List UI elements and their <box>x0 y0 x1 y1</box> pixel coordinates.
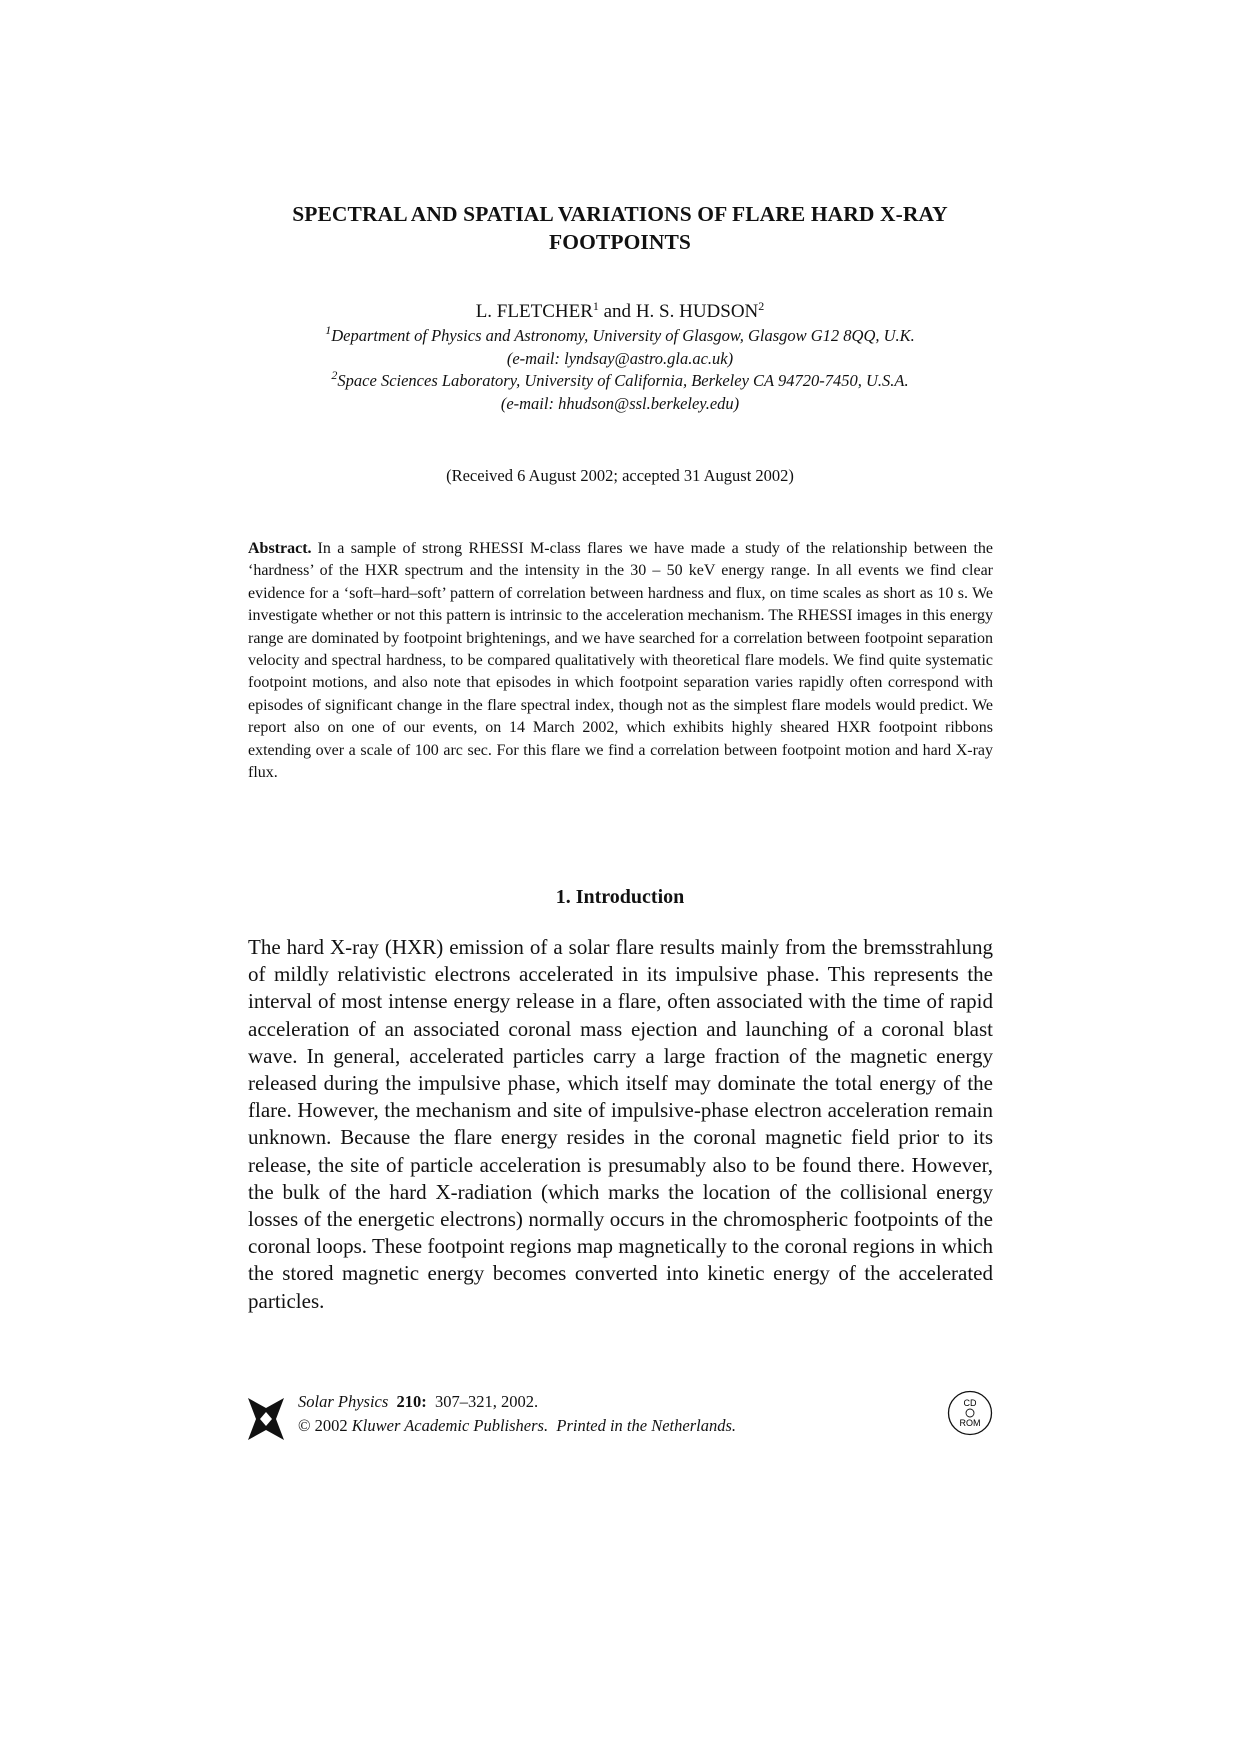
citation-line <box>298 1390 736 1414</box>
author-2-affiliation-mark: 2 <box>758 299 765 313</box>
abstract-text: In a sample of strong RHESSI M-class flares we have made a study of the relationship between the ‘hardness’ of the HXR spectrum and the intensity in the 30 – 50 keV energy range. In all events we find clear evidence for a ‘soft–hard–soft’ pattern of correlation between hardness and flux, on time scales as short as 10 s. We investigate whether or not this pattern is intrinsic to the acceleration mechanism. The RHESSI images in this energy range are dominated by footpoint brightenings, and we have searched for a correlation between footpoint separation velocity and spectral hardness, to be compared qualitatively with theoretical flare models. We find quite systematic footpoint motions, and also note that episodes in which footpoint separation varies rapidly often correspond with episodes of significant change in the flare spectral index, though not as the simplest flare models would predict. We report also on one of our events, on 14 March 2002, which exhibits highly sheared HXR footpoint ribbons extending over a scale of 100 arc sec. For this flare we find a correlation between footpoint motion and hard X-ray flux. <box>248 540 993 782</box>
cd-rom-label-bottom: ROM <box>959 1418 981 1428</box>
journal-volume: 210: <box>396 1392 427 1411</box>
abstract-label: Abstract. <box>248 540 312 557</box>
title-line-2: FOOTPOINTS <box>549 230 691 254</box>
affiliation-2-email <box>240 393 1000 416</box>
affiliation-2 <box>240 370 1000 393</box>
journal-name: Solar Physics <box>298 1392 389 1411</box>
cd-rom-label-top: CD <box>963 1398 977 1408</box>
affiliation-1-mark: 1 <box>325 323 332 337</box>
author-conjunction: and <box>603 301 632 322</box>
author-1: L. FLETCHER <box>475 301 593 322</box>
section-heading-introduction: 1. Introduction <box>555 886 685 908</box>
affiliation-1-email <box>240 348 1000 371</box>
affiliation-1-text: Department of Physics and Astronomy, University of Glasgow, Glasgow G12 8QQ, U.K. <box>331 326 915 345</box>
author-1-affiliation-mark: 1 <box>592 299 599 313</box>
author-2: H. S. HUDSON <box>635 301 759 322</box>
affiliation-1-email-text: (e-mail: lyndsay@astro.gla.ac.uk) <box>506 348 734 368</box>
journal-footer <box>248 1390 993 1446</box>
affiliation-1 <box>240 325 1000 348</box>
paper-title <box>240 200 1000 256</box>
kluwer-logo-icon <box>248 1398 284 1440</box>
affiliation-2-email-text: (e-mail: hhudson@ssl.berkeley.edu) <box>500 393 740 413</box>
copyright-year: 2002 <box>314 1416 348 1435</box>
affiliation-2-mark: 2 <box>331 368 338 382</box>
affiliation-2-text: Space Sciences Laboratory, University of California, Berkeley CA 94720-7450, U.S.A. <box>337 371 909 390</box>
introduction-paragraph: The hard X-ray (HXR) emission of a solar flare results mainly from the bremsstrahlung of mildly relativistic electrons accelerated in its impulsive phase. This represents the interval of most intense energy release in a flare, often associated with the time of rapid acceleration of an associated coronal mass ejection and launching of a coronal blast wave. In general, accelerated particles carry a large fraction of the magnetic energy released during the impulsive phase, which itself may dominate the total energy of the flare. However, the mechanism and site of impulsive-phase electron acceleration remain unknown. Because the flare energy resides in the coronal magnetic field prior to its release, the site of particle acceleration is presumably also to be found there. However, the bulk of the hard X-radiation (which marks the location of the collisional energy losses of the energetic electrons) normally occurs in the chromospheric footpoints of the coronal loops. These footpoint regions map magnetically to the coronal regions in which the stored magnetic energy becomes converted into kinetic energy of the accelerated particles. <box>248 935 993 1313</box>
cd-rom-icon <box>947 1390 993 1436</box>
title-line-1: SPECTRAL AND SPATIAL VARIATIONS OF FLARE HARD X-RAY <box>292 202 948 226</box>
journal-info <box>298 1390 736 1438</box>
author-line <box>240 300 1000 324</box>
copyright-symbol: © <box>298 1416 311 1435</box>
publisher-name: Kluwer Academic Publishers. <box>351 1416 549 1435</box>
received-dates: (Received 6 August 2002; accepted 31 August 2002) <box>446 466 794 485</box>
abstract <box>248 538 993 784</box>
journal-pages: 307–321, 2002. <box>435 1392 539 1411</box>
printed-note: Printed in the Netherlands. <box>556 1416 737 1435</box>
copyright-line <box>298 1414 736 1438</box>
affiliations <box>240 325 1000 415</box>
